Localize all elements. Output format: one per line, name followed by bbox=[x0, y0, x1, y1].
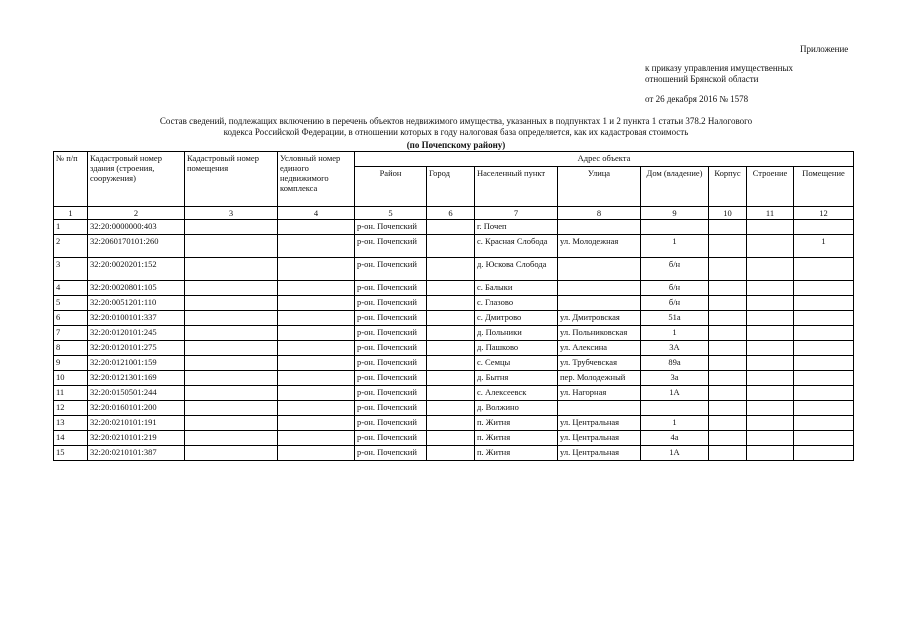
street-cell bbox=[558, 220, 641, 235]
street-cell bbox=[558, 401, 641, 416]
complex-number-cell bbox=[278, 401, 355, 416]
building-cadastral-number-cell: 32:20:0160101:200 bbox=[88, 401, 185, 416]
house-cell: 4а bbox=[641, 431, 709, 446]
city-cell bbox=[427, 356, 475, 371]
column-number-cell: 10 bbox=[709, 207, 747, 220]
structure-cell bbox=[747, 446, 794, 461]
column-number-cell: 4 bbox=[278, 207, 355, 220]
settlement-cell: с. Дмитрово bbox=[475, 311, 558, 326]
complex-number-cell bbox=[278, 326, 355, 341]
structure-cell bbox=[747, 235, 794, 258]
table-row bbox=[54, 220, 854, 235]
building-cadastral-number-cell: 32:20:0210101:219 bbox=[88, 431, 185, 446]
col-header-complex-number: Условный номер единого недвижимого комплекса bbox=[278, 152, 355, 207]
house-cell: 1А bbox=[641, 386, 709, 401]
building-cadastral-number-cell: 32:20:0000000:403 bbox=[88, 220, 185, 235]
premise-cell bbox=[794, 220, 854, 235]
corpus-cell bbox=[709, 416, 747, 431]
table-row bbox=[54, 431, 854, 446]
district-cell: р-он. Почепский bbox=[355, 258, 427, 281]
room-cadastral-number-cell bbox=[185, 356, 278, 371]
settlement-cell: г. Почеп bbox=[475, 220, 558, 235]
settlement-cell: с. Балыки bbox=[475, 281, 558, 296]
district-cell: р-он. Почепский bbox=[355, 416, 427, 431]
structure-cell bbox=[747, 371, 794, 386]
document-subtitle: (по Почепскому району) bbox=[406, 140, 506, 150]
settlement-cell: с. Семцы bbox=[475, 356, 558, 371]
table-row bbox=[54, 281, 854, 296]
settlement-cell: п. Житня bbox=[475, 416, 558, 431]
corpus-cell bbox=[709, 431, 747, 446]
column-number-cell: 1 bbox=[54, 207, 88, 220]
table-row bbox=[54, 386, 854, 401]
table-row bbox=[54, 401, 854, 416]
col-header-district: Район bbox=[355, 167, 427, 207]
table-row bbox=[54, 311, 854, 326]
row-number-cell: 2 bbox=[54, 235, 88, 258]
column-number-cell: 3 bbox=[185, 207, 278, 220]
structure-cell bbox=[747, 311, 794, 326]
building-cadastral-number-cell: 32:20:0150501:244 bbox=[88, 386, 185, 401]
column-number-cell: 2 bbox=[88, 207, 185, 220]
house-cell: 3а bbox=[641, 371, 709, 386]
city-cell bbox=[427, 326, 475, 341]
room-cadastral-number-cell bbox=[185, 311, 278, 326]
settlement-cell: п. Житня bbox=[475, 431, 558, 446]
building-cadastral-number-cell: 32:20:0120101:275 bbox=[88, 341, 185, 356]
col-header-structure: Строение bbox=[747, 167, 794, 207]
premise-cell bbox=[794, 341, 854, 356]
complex-number-cell bbox=[278, 416, 355, 431]
title-line-1: Состав сведений, подлежащих включению в перечень объектов недвижимого имущества, указанных в подпунктах 1 и 2 пункта 1 статьи 378.2 Налогового bbox=[159, 116, 753, 126]
premise-cell bbox=[794, 386, 854, 401]
house-cell: 51а bbox=[641, 311, 709, 326]
structure-cell bbox=[747, 416, 794, 431]
col-header-settlement: Населенный пункт bbox=[475, 167, 558, 207]
house-cell: б/н bbox=[641, 258, 709, 281]
complex-number-cell bbox=[278, 356, 355, 371]
column-number-cell: 8 bbox=[558, 207, 641, 220]
col-header-number: № п/п bbox=[54, 152, 88, 207]
column-number-cell: 9 bbox=[641, 207, 709, 220]
room-cadastral-number-cell bbox=[185, 341, 278, 356]
district-cell: р-он. Почепский bbox=[355, 296, 427, 311]
building-cadastral-number-cell: 32:20:0100101:337 bbox=[88, 311, 185, 326]
premise-cell bbox=[794, 296, 854, 311]
district-cell: р-он. Почепский bbox=[355, 446, 427, 461]
room-cadastral-number-cell bbox=[185, 386, 278, 401]
structure-cell bbox=[747, 220, 794, 235]
order-reference-line-1: к приказу управления имущественных bbox=[645, 63, 794, 73]
complex-number-cell bbox=[278, 281, 355, 296]
row-number-cell: 8 bbox=[54, 341, 88, 356]
street-cell: пер. Молодежный bbox=[558, 371, 641, 386]
building-cadastral-number-cell: 32:20:0121301:169 bbox=[88, 371, 185, 386]
building-cadastral-number-cell: 32:20:0051201:110 bbox=[88, 296, 185, 311]
street-cell bbox=[558, 281, 641, 296]
settlement-cell: д. Юскова Слобода bbox=[475, 258, 558, 281]
room-cadastral-number-cell bbox=[185, 371, 278, 386]
col-header-room-cadastral: Кадастровый номер помещения bbox=[185, 152, 278, 207]
settlement-cell: д. Бытня bbox=[475, 371, 558, 386]
premise-cell bbox=[794, 311, 854, 326]
row-number-cell: 6 bbox=[54, 311, 88, 326]
building-cadastral-number-cell: 32:20:0210101:191 bbox=[88, 416, 185, 431]
col-header-house: Дом (владение) bbox=[641, 167, 709, 207]
street-cell: ул. Дмитровская bbox=[558, 311, 641, 326]
settlement-cell: д. Польники bbox=[475, 326, 558, 341]
settlement-cell: д. Волжино bbox=[475, 401, 558, 416]
complex-number-cell bbox=[278, 431, 355, 446]
title-line-2: кодекса Российской Федерации, в отношении которых в году налоговая база определяется, как их кадастровая стоимость bbox=[223, 127, 689, 137]
row-number-cell: 5 bbox=[54, 296, 88, 311]
street-cell: ул. Трубчевская bbox=[558, 356, 641, 371]
district-cell: р-он. Почепский bbox=[355, 371, 427, 386]
settlement-cell: с. Красная Слобода bbox=[475, 235, 558, 258]
city-cell bbox=[427, 281, 475, 296]
structure-cell bbox=[747, 401, 794, 416]
house-cell: 1А bbox=[641, 446, 709, 461]
column-number-cell: 7 bbox=[475, 207, 558, 220]
room-cadastral-number-cell bbox=[185, 220, 278, 235]
city-cell bbox=[427, 431, 475, 446]
appendix-label: Приложение bbox=[800, 44, 849, 54]
corpus-cell bbox=[709, 386, 747, 401]
building-cadastral-number-cell: 32:20:0121001:159 bbox=[88, 356, 185, 371]
table-row bbox=[54, 235, 854, 258]
room-cadastral-number-cell bbox=[185, 431, 278, 446]
settlement-cell: д. Пашково bbox=[475, 341, 558, 356]
city-cell bbox=[427, 220, 475, 235]
district-cell: р-он. Почепский bbox=[355, 220, 427, 235]
table-row bbox=[54, 258, 854, 281]
row-number-cell: 14 bbox=[54, 431, 88, 446]
premise-cell bbox=[794, 446, 854, 461]
property-table bbox=[53, 151, 854, 461]
settlement-cell: с. Глазово bbox=[475, 296, 558, 311]
structure-cell bbox=[747, 296, 794, 311]
district-cell: р-он. Почепский bbox=[355, 341, 427, 356]
complex-number-cell bbox=[278, 235, 355, 258]
complex-number-cell bbox=[278, 220, 355, 235]
house-cell bbox=[641, 401, 709, 416]
building-cadastral-number-cell: 32:20:0020201:152 bbox=[88, 258, 185, 281]
corpus-cell bbox=[709, 235, 747, 258]
premise-cell bbox=[794, 401, 854, 416]
house-cell: 1 bbox=[641, 326, 709, 341]
house-cell: 89а bbox=[641, 356, 709, 371]
row-number-cell: 4 bbox=[54, 281, 88, 296]
table-row bbox=[54, 341, 854, 356]
room-cadastral-number-cell bbox=[185, 401, 278, 416]
col-header-address: Адрес объекта bbox=[355, 152, 854, 167]
street-cell: ул. Центральная bbox=[558, 446, 641, 461]
room-cadastral-number-cell bbox=[185, 446, 278, 461]
column-number-cell: 11 bbox=[747, 207, 794, 220]
house-cell: 3А bbox=[641, 341, 709, 356]
table-row bbox=[54, 296, 854, 311]
premise-cell bbox=[794, 431, 854, 446]
district-cell: р-он. Почепский bbox=[355, 356, 427, 371]
building-cadastral-number-cell: 32:2060170101:260 bbox=[88, 235, 185, 258]
complex-number-cell bbox=[278, 311, 355, 326]
room-cadastral-number-cell bbox=[185, 296, 278, 311]
corpus-cell bbox=[709, 296, 747, 311]
room-cadastral-number-cell bbox=[185, 281, 278, 296]
city-cell bbox=[427, 235, 475, 258]
city-cell bbox=[427, 296, 475, 311]
district-cell: р-он. Почепский bbox=[355, 401, 427, 416]
city-cell bbox=[427, 401, 475, 416]
complex-number-cell bbox=[278, 446, 355, 461]
premise-cell bbox=[794, 371, 854, 386]
district-cell: р-он. Почепский bbox=[355, 281, 427, 296]
table-row bbox=[54, 446, 854, 461]
house-cell: 1 bbox=[641, 235, 709, 258]
building-cadastral-number-cell: 32:20:0020801:105 bbox=[88, 281, 185, 296]
complex-number-cell bbox=[278, 341, 355, 356]
district-cell: р-он. Почепский bbox=[355, 431, 427, 446]
table-row bbox=[54, 356, 854, 371]
corpus-cell bbox=[709, 311, 747, 326]
city-cell bbox=[427, 416, 475, 431]
room-cadastral-number-cell bbox=[185, 258, 278, 281]
city-cell bbox=[427, 386, 475, 401]
structure-cell bbox=[747, 258, 794, 281]
complex-number-cell bbox=[278, 386, 355, 401]
col-header-premise: Помещение bbox=[794, 167, 854, 207]
row-number-cell: 3 bbox=[54, 258, 88, 281]
street-cell: ул. Польниковская bbox=[558, 326, 641, 341]
row-number-cell: 12 bbox=[54, 401, 88, 416]
corpus-cell bbox=[709, 220, 747, 235]
table-row bbox=[54, 371, 854, 386]
building-cadastral-number-cell: 32:20:0120101:245 bbox=[88, 326, 185, 341]
premise-cell bbox=[794, 281, 854, 296]
house-cell: 1 bbox=[641, 416, 709, 431]
row-number-cell: 1 bbox=[54, 220, 88, 235]
city-cell bbox=[427, 371, 475, 386]
house-cell: б/н bbox=[641, 281, 709, 296]
street-cell bbox=[558, 296, 641, 311]
settlement-cell: п. Житня bbox=[475, 446, 558, 461]
street-cell: ул. Алексина bbox=[558, 341, 641, 356]
document-title bbox=[60, 116, 852, 138]
column-number-cell: 6 bbox=[427, 207, 475, 220]
col-header-building-cadastral: Кадастровый номер здания (строения, сооружения) bbox=[88, 152, 185, 207]
street-cell: ул. Молодежная bbox=[558, 235, 641, 258]
structure-cell bbox=[747, 281, 794, 296]
order-reference-line-2: отношений Брянской области bbox=[645, 74, 759, 84]
district-cell: р-он. Почепский bbox=[355, 311, 427, 326]
district-cell: р-он. Почепский bbox=[355, 326, 427, 341]
table-body bbox=[54, 220, 854, 461]
column-numbers-row bbox=[54, 207, 854, 220]
complex-number-cell bbox=[278, 296, 355, 311]
settlement-cell: с. Алексеевск bbox=[475, 386, 558, 401]
structure-cell bbox=[747, 356, 794, 371]
structure-cell bbox=[747, 386, 794, 401]
structure-cell bbox=[747, 431, 794, 446]
corpus-cell bbox=[709, 446, 747, 461]
row-number-cell: 10 bbox=[54, 371, 88, 386]
room-cadastral-number-cell bbox=[185, 326, 278, 341]
street-cell bbox=[558, 258, 641, 281]
row-number-cell: 15 bbox=[54, 446, 88, 461]
district-cell: р-он. Почепский bbox=[355, 386, 427, 401]
premise-cell bbox=[794, 326, 854, 341]
corpus-cell bbox=[709, 341, 747, 356]
row-number-cell: 13 bbox=[54, 416, 88, 431]
city-cell bbox=[427, 258, 475, 281]
structure-cell bbox=[747, 326, 794, 341]
table-row bbox=[54, 416, 854, 431]
structure-cell bbox=[747, 341, 794, 356]
row-number-cell: 9 bbox=[54, 356, 88, 371]
corpus-cell bbox=[709, 401, 747, 416]
premise-cell: 1 bbox=[794, 235, 854, 258]
district-cell: р-он. Почепский bbox=[355, 235, 427, 258]
corpus-cell bbox=[709, 326, 747, 341]
building-cadastral-number-cell: 32:20:0210101:387 bbox=[88, 446, 185, 461]
row-number-cell: 11 bbox=[54, 386, 88, 401]
premise-cell bbox=[794, 356, 854, 371]
table-row bbox=[54, 326, 854, 341]
complex-number-cell bbox=[278, 371, 355, 386]
street-cell: ул. Центральная bbox=[558, 431, 641, 446]
corpus-cell bbox=[709, 258, 747, 281]
house-cell: б/н bbox=[641, 296, 709, 311]
order-date: от 26 декабря 2016 № 1578 bbox=[645, 94, 749, 104]
premise-cell bbox=[794, 258, 854, 281]
col-header-city: Город bbox=[427, 167, 475, 207]
corpus-cell bbox=[709, 356, 747, 371]
room-cadastral-number-cell bbox=[185, 235, 278, 258]
corpus-cell bbox=[709, 281, 747, 296]
column-number-cell: 12 bbox=[794, 207, 854, 220]
street-cell: ул. Нагорная bbox=[558, 386, 641, 401]
premise-cell bbox=[794, 416, 854, 431]
street-cell: ул. Центральная bbox=[558, 416, 641, 431]
corpus-cell bbox=[709, 371, 747, 386]
city-cell bbox=[427, 341, 475, 356]
row-number-cell: 7 bbox=[54, 326, 88, 341]
house-cell bbox=[641, 220, 709, 235]
room-cadastral-number-cell bbox=[185, 416, 278, 431]
complex-number-cell bbox=[278, 258, 355, 281]
city-cell bbox=[427, 446, 475, 461]
column-number-cell: 5 bbox=[355, 207, 427, 220]
city-cell bbox=[427, 311, 475, 326]
col-header-street: Улица bbox=[558, 167, 641, 207]
col-header-corpus: Корпус bbox=[709, 167, 747, 207]
